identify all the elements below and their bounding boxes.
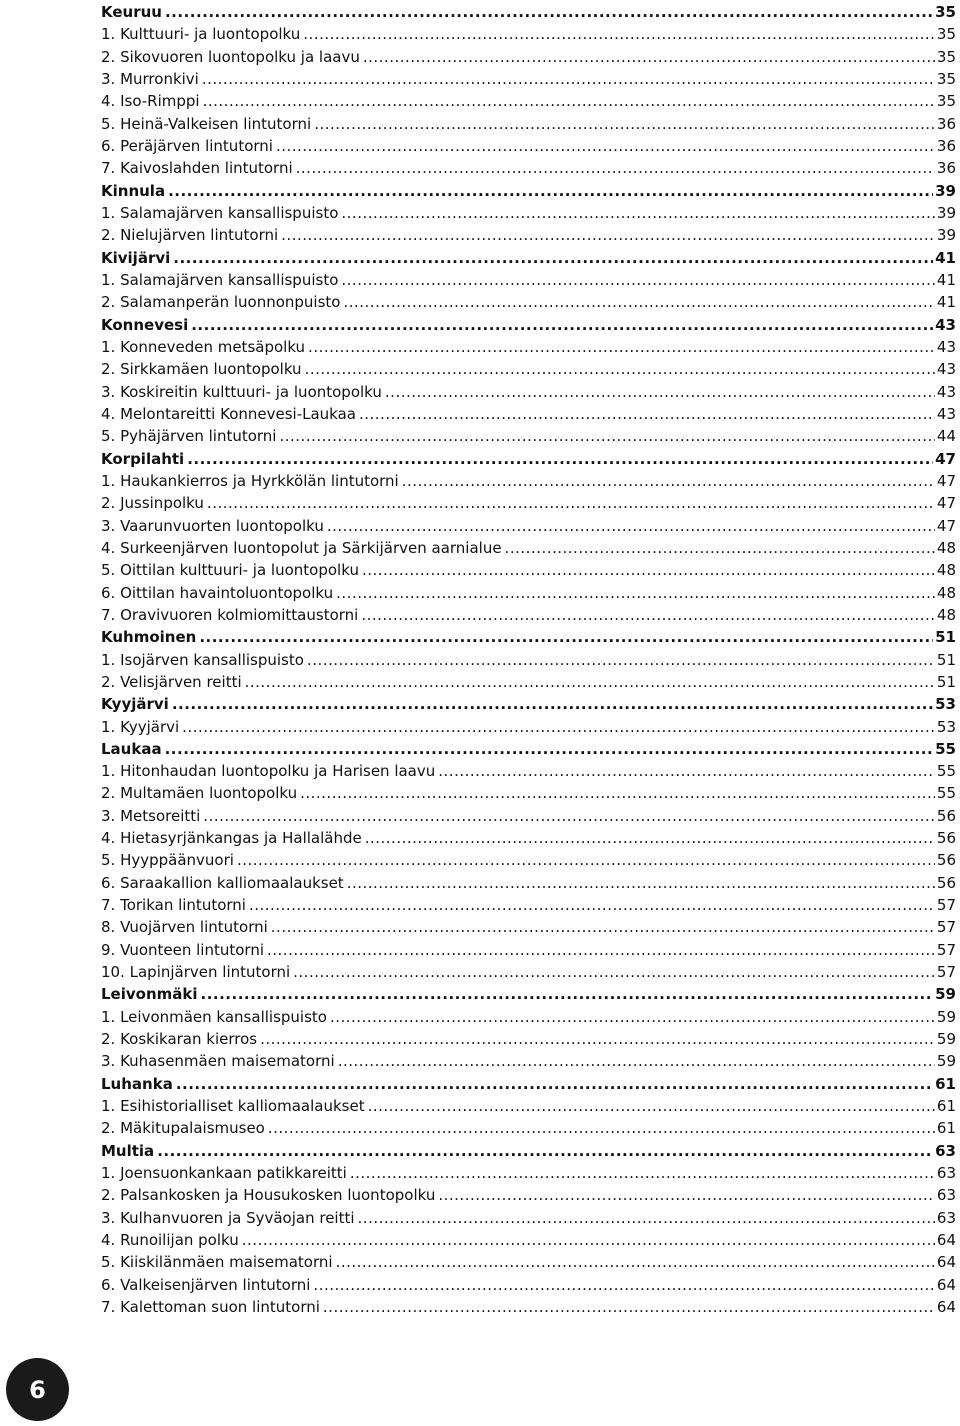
toc-entry-page: 41 — [936, 270, 956, 289]
toc-entry-label: 5. Oittilan kulttuuri- ja luontopolku — [101, 561, 359, 580]
toc-entry-page: 61 — [936, 1119, 956, 1138]
dot-leader — [271, 916, 935, 938]
dot-leader — [323, 1296, 935, 1318]
toc-entry-page: 43 — [936, 360, 956, 379]
toc-entry-page: 44 — [936, 427, 956, 446]
toc-entry-page: 39 — [936, 203, 956, 222]
dot-leader — [242, 1229, 935, 1251]
toc-section-heading — [101, 180, 956, 202]
toc-entry — [101, 1095, 956, 1117]
toc-entry-page: 56 — [936, 873, 956, 892]
dot-leader — [293, 961, 935, 983]
dot-leader — [438, 1184, 935, 1206]
toc-entry — [101, 894, 956, 916]
toc-entry-page: 35 — [936, 25, 956, 44]
dot-leader — [203, 805, 935, 827]
toc-entry-label: 1. Kyyjärvi — [101, 717, 180, 736]
toc-entry-page: 39 — [936, 226, 956, 245]
toc-entry-label: 4. Iso-Rimppi — [101, 92, 200, 111]
toc-entry — [101, 23, 956, 45]
dot-leader — [268, 1117, 935, 1139]
toc-entry — [101, 492, 956, 514]
toc-entry-label: 1. Konneveden metsäpolku — [101, 337, 306, 356]
table-of-contents — [101, 1, 956, 1318]
dot-leader — [249, 894, 935, 916]
toc-entry — [101, 425, 956, 447]
dot-leader — [347, 872, 935, 894]
toc-entry — [101, 1162, 956, 1184]
toc-entry — [101, 1207, 956, 1229]
toc-entry — [101, 1028, 956, 1050]
dot-leader — [300, 782, 935, 804]
toc-entry — [101, 1117, 956, 1139]
dot-leader — [207, 492, 935, 514]
toc-entry — [101, 1296, 956, 1318]
toc-entry-page: 48 — [936, 583, 956, 602]
toc-entry-page: 64 — [936, 1275, 956, 1294]
dot-leader — [260, 1028, 935, 1050]
toc-section-heading — [101, 247, 956, 269]
toc-entry-label: 10. Lapinjärven lintutorni — [101, 963, 291, 982]
toc-entry-page: 36 — [936, 136, 956, 155]
toc-entry-page: 48 — [936, 605, 956, 624]
toc-entry-label: 3. Murronkivi — [101, 69, 199, 88]
toc-entry — [101, 849, 956, 871]
toc-entry — [101, 582, 956, 604]
dot-leader — [314, 113, 935, 135]
toc-entry — [101, 872, 956, 894]
toc-entry-label: 1. Salamajärven kansallispuisto — [101, 203, 339, 222]
toc-entry — [101, 1229, 956, 1251]
toc-entry-label: 2. Jussinpolku — [101, 494, 204, 513]
toc-entry-label: 1. Kulttuuri- ja luontopolku — [101, 25, 301, 44]
dot-leader — [338, 1050, 935, 1072]
dot-leader — [368, 1095, 935, 1117]
toc-entry-page: 61 — [935, 1074, 956, 1093]
toc-entry-page: 55 — [936, 784, 956, 803]
toc-entry — [101, 202, 956, 224]
toc-entry-page: 59 — [936, 1030, 956, 1049]
toc-entry-label: Laukaa — [101, 739, 162, 758]
toc-section-heading — [101, 738, 956, 760]
dot-leader — [358, 1207, 935, 1229]
toc-entry-page: 41 — [935, 248, 956, 267]
toc-entry — [101, 157, 956, 179]
toc-entry-label: Konnevesi — [101, 315, 189, 334]
toc-entry — [101, 827, 956, 849]
toc-entry-page: 56 — [936, 851, 956, 870]
toc-entry — [101, 939, 956, 961]
dot-leader — [199, 626, 933, 648]
toc-entry-page: 47 — [936, 471, 956, 490]
dot-leader — [187, 448, 933, 470]
toc-entry — [101, 224, 956, 246]
toc-entry-page: 59 — [936, 1007, 956, 1026]
dot-leader — [165, 1, 933, 23]
toc-entry — [101, 1006, 956, 1028]
dot-leader — [165, 738, 934, 760]
toc-section-heading — [101, 626, 956, 648]
toc-entry-label: 1. Salamajärven kansallispuisto — [101, 270, 339, 289]
toc-entry-label: 5. Heinä-Valkeisen lintutorni — [101, 114, 312, 133]
dot-leader — [237, 849, 935, 871]
dot-leader — [245, 671, 935, 693]
toc-entry-page: 43 — [936, 382, 956, 401]
toc-entry — [101, 46, 956, 68]
toc-entry-page: 57 — [936, 896, 956, 915]
dot-leader — [336, 1251, 935, 1273]
toc-entry-label: 8. Vuojärven lintutorni — [101, 918, 268, 937]
toc-entry-page: 53 — [936, 717, 956, 736]
toc-entry-label: 6. Saraakallion kalliomaalaukset — [101, 873, 344, 892]
toc-entry-label: 9. Vuonteen lintutorni — [101, 940, 264, 959]
toc-section-heading — [101, 448, 956, 470]
dot-leader — [361, 604, 935, 626]
toc-entry-label: 1. Haukankierros ja Hyrkkölän lintutorni — [101, 471, 399, 490]
dot-leader — [267, 939, 935, 961]
toc-entry-label: 7. Torikan lintutorni — [101, 896, 246, 915]
toc-entry — [101, 1050, 956, 1072]
toc-entry — [101, 269, 956, 291]
dot-leader — [327, 515, 935, 537]
toc-entry — [101, 403, 956, 425]
toc-entry-label: 2. Sirkkamäen luontopolku — [101, 360, 302, 379]
toc-entry-label: Kuhmoinen — [101, 628, 197, 647]
dot-leader — [172, 693, 933, 715]
toc-entry-label: 5. Hyyppäänvuori — [101, 851, 234, 870]
dot-leader — [402, 470, 935, 492]
toc-entry-page: 64 — [936, 1253, 956, 1272]
toc-entry — [101, 113, 956, 135]
toc-entry — [101, 1251, 956, 1273]
toc-entry-label: 1. Esihistorialliset kalliomaalaukset — [101, 1097, 365, 1116]
toc-entry — [101, 671, 956, 693]
toc-entry-page: 35 — [936, 69, 956, 88]
toc-entry — [101, 515, 956, 537]
toc-entry-label: 5. Kiiskilänmäen maisematorni — [101, 1253, 333, 1272]
toc-entry-page: 63 — [936, 1164, 956, 1183]
toc-entry — [101, 916, 956, 938]
toc-entry-label: Kivijärvi — [101, 248, 171, 267]
toc-entry — [101, 760, 956, 782]
toc-entry-label: 5. Pyhäjärven lintutorni — [101, 427, 277, 446]
dot-leader — [157, 1140, 933, 1162]
toc-entry-label: 2. Multamäen luontopolku — [101, 784, 298, 803]
toc-entry — [101, 1274, 956, 1296]
toc-entry-page: 57 — [936, 918, 956, 937]
dot-leader — [305, 358, 935, 380]
toc-entry-page: 64 — [936, 1298, 956, 1317]
dot-leader — [276, 135, 935, 157]
toc-entry-label: Multia — [101, 1141, 155, 1160]
toc-entry-page: 48 — [936, 561, 956, 580]
toc-entry-label: 1. Isojärven kansallispuisto — [101, 650, 304, 669]
toc-entry-label: 6. Valkeisenjärven lintutorni — [101, 1275, 311, 1294]
dot-leader — [350, 1162, 935, 1184]
toc-entry — [101, 358, 956, 380]
toc-entry-label: 6. Peräjärven lintutorni — [101, 136, 273, 155]
toc-section-heading — [101, 1073, 956, 1095]
toc-entry — [101, 381, 956, 403]
toc-entry-label: Keuruu — [101, 3, 162, 21]
toc-entry-page: 43 — [936, 337, 956, 356]
toc-entry-label: 2. Koskikaran kierros — [101, 1030, 258, 1049]
toc-entry-page: 61 — [936, 1097, 956, 1116]
dot-leader — [173, 247, 933, 269]
dot-leader — [201, 983, 934, 1005]
toc-entry — [101, 649, 956, 671]
toc-entry-page: 59 — [935, 985, 956, 1004]
toc-entry-page: 64 — [936, 1231, 956, 1250]
dot-leader — [279, 425, 934, 447]
page-number-badge — [6, 1358, 69, 1421]
toc-entry-page: 57 — [936, 963, 956, 982]
toc-entry-page: 53 — [935, 695, 956, 714]
dot-leader — [359, 403, 935, 425]
toc-entry-page: 56 — [936, 829, 956, 848]
dot-leader — [303, 23, 935, 45]
toc-entry-label: 3. Koskireitin kulttuuri- ja luontopolku — [101, 382, 382, 401]
toc-section-heading — [101, 983, 956, 1005]
dot-leader — [505, 537, 935, 559]
toc-entry-page: 35 — [936, 47, 956, 66]
toc-entry-label: 2. Mäkitupalaismuseo — [101, 1119, 265, 1138]
dot-leader — [336, 582, 935, 604]
toc-entry-page: 39 — [935, 181, 956, 200]
toc-entry-label: 3. Metsoreitti — [101, 806, 201, 825]
toc-entry — [101, 135, 956, 157]
toc-entry-label: 7. Oravivuoren kolmiomittaustorni — [101, 605, 359, 624]
toc-entry — [101, 961, 956, 983]
dot-leader — [176, 1073, 933, 1095]
toc-entry-label: 6. Oittilan havaintoluontopolku — [101, 583, 334, 602]
toc-entry — [101, 805, 956, 827]
toc-entry-label: 1. Joensuonkankaan patikkareitti — [101, 1164, 347, 1183]
toc-entry-page: 63 — [936, 1208, 956, 1227]
toc-entry-label: 3. Vaarunvuorten luontopolku — [101, 516, 324, 535]
toc-entry-label: 4. Surkeenjärven luontopolut ja Särkijärven aarnialue — [101, 538, 502, 557]
toc-entry-label: Kinnula — [101, 181, 166, 200]
toc-entry-page: 47 — [936, 516, 956, 535]
toc-entry-label: 1. Leivonmäen kansallispuisto — [101, 1007, 327, 1026]
toc-entry — [101, 336, 956, 358]
toc-entry — [101, 90, 956, 112]
dot-leader — [363, 46, 935, 68]
dot-leader — [330, 1006, 935, 1028]
toc-entry — [101, 1184, 956, 1206]
toc-entry-label: 2. Velisjärven reitti — [101, 672, 242, 691]
toc-entry — [101, 716, 956, 738]
toc-section-heading — [101, 693, 956, 715]
dot-leader — [341, 269, 935, 291]
toc-entry-label: 4. Melontareitti Konnevesi-Laukaa — [101, 404, 356, 423]
toc-entry-page: 41 — [936, 293, 956, 312]
toc-entry-page: 36 — [936, 114, 956, 133]
toc-entry — [101, 291, 956, 313]
toc-entry-page: 35 — [936, 92, 956, 111]
toc-entry-label: 1. Hitonhaudan luontopolku ja Harisen laavu — [101, 762, 436, 781]
toc-section-heading — [101, 314, 956, 336]
toc-entry-page: 55 — [936, 762, 956, 781]
dot-leader — [203, 90, 935, 112]
toc-entry-label: 2. Palsankosken ja Housukosken luontopolku — [101, 1186, 436, 1205]
dot-leader — [313, 1274, 934, 1296]
toc-entry-page: 51 — [935, 628, 956, 647]
toc-entry-label: Korpilahti — [101, 449, 185, 468]
toc-entry — [101, 537, 956, 559]
toc-entry — [101, 604, 956, 626]
toc-entry-page: 35 — [935, 3, 956, 21]
dot-leader — [168, 180, 933, 202]
toc-entry-label: 7. Kalettoman suon lintutorni — [101, 1298, 320, 1317]
toc-entry-page: 57 — [936, 940, 956, 959]
toc-entry-page: 51 — [936, 672, 956, 691]
toc-entry-label: 4. Runoilijan polku — [101, 1231, 239, 1250]
dot-leader — [307, 649, 935, 671]
toc-entry-label: 7. Kaivoslahden lintutorni — [101, 159, 293, 178]
toc-section-heading — [101, 1140, 956, 1162]
toc-entry-label: 2. Nielujärven lintutorni — [101, 226, 279, 245]
toc-entry — [101, 782, 956, 804]
toc-entry-page: 43 — [935, 315, 956, 334]
toc-entry-label: Leivonmäki — [101, 985, 198, 1004]
dot-leader — [202, 68, 935, 90]
toc-entry-page: 51 — [936, 650, 956, 669]
dot-leader — [308, 336, 935, 358]
toc-entry-page: 56 — [936, 806, 956, 825]
toc-entry-page: 55 — [935, 739, 956, 758]
toc-entry — [101, 68, 956, 90]
dot-leader — [296, 157, 935, 179]
toc-entry — [101, 559, 956, 581]
toc-entry-label: Luhanka — [101, 1074, 173, 1093]
dot-leader — [365, 827, 935, 849]
toc-entry-label: 2. Salamanperän luonnonpuisto — [101, 293, 341, 312]
toc-entry-page: 63 — [936, 1186, 956, 1205]
toc-entry-page: 63 — [935, 1141, 956, 1160]
toc-entry-label: 3. Kuhasenmäen maisematorni — [101, 1052, 335, 1071]
dot-leader — [362, 559, 935, 581]
toc-section-heading — [101, 1, 956, 23]
toc-entry-page: 36 — [936, 159, 956, 178]
dot-leader — [438, 760, 935, 782]
dot-leader — [341, 202, 935, 224]
dot-leader — [191, 314, 933, 336]
dot-leader — [385, 381, 935, 403]
toc-entry-label: Kyyjärvi — [101, 695, 169, 714]
toc-entry-page: 47 — [936, 494, 956, 513]
dot-leader — [182, 716, 935, 738]
toc-entry-page: 48 — [936, 538, 956, 557]
dot-leader — [343, 291, 934, 313]
dot-leader — [281, 224, 935, 246]
toc-entry-page: 59 — [936, 1052, 956, 1071]
toc-entry-page: 43 — [936, 404, 956, 423]
toc-entry-page: 47 — [935, 449, 956, 468]
toc-entry-label: 2. Sikovuoren luontopolku ja laavu — [101, 47, 360, 66]
page-number: 6 — [29, 1375, 46, 1404]
toc-entry — [101, 470, 956, 492]
toc-entry-label: 4. Hietasyrjänkangas ja Hallalähde — [101, 829, 362, 848]
toc-entry-label: 3. Kulhanvuoren ja Syväojan reitti — [101, 1208, 355, 1227]
